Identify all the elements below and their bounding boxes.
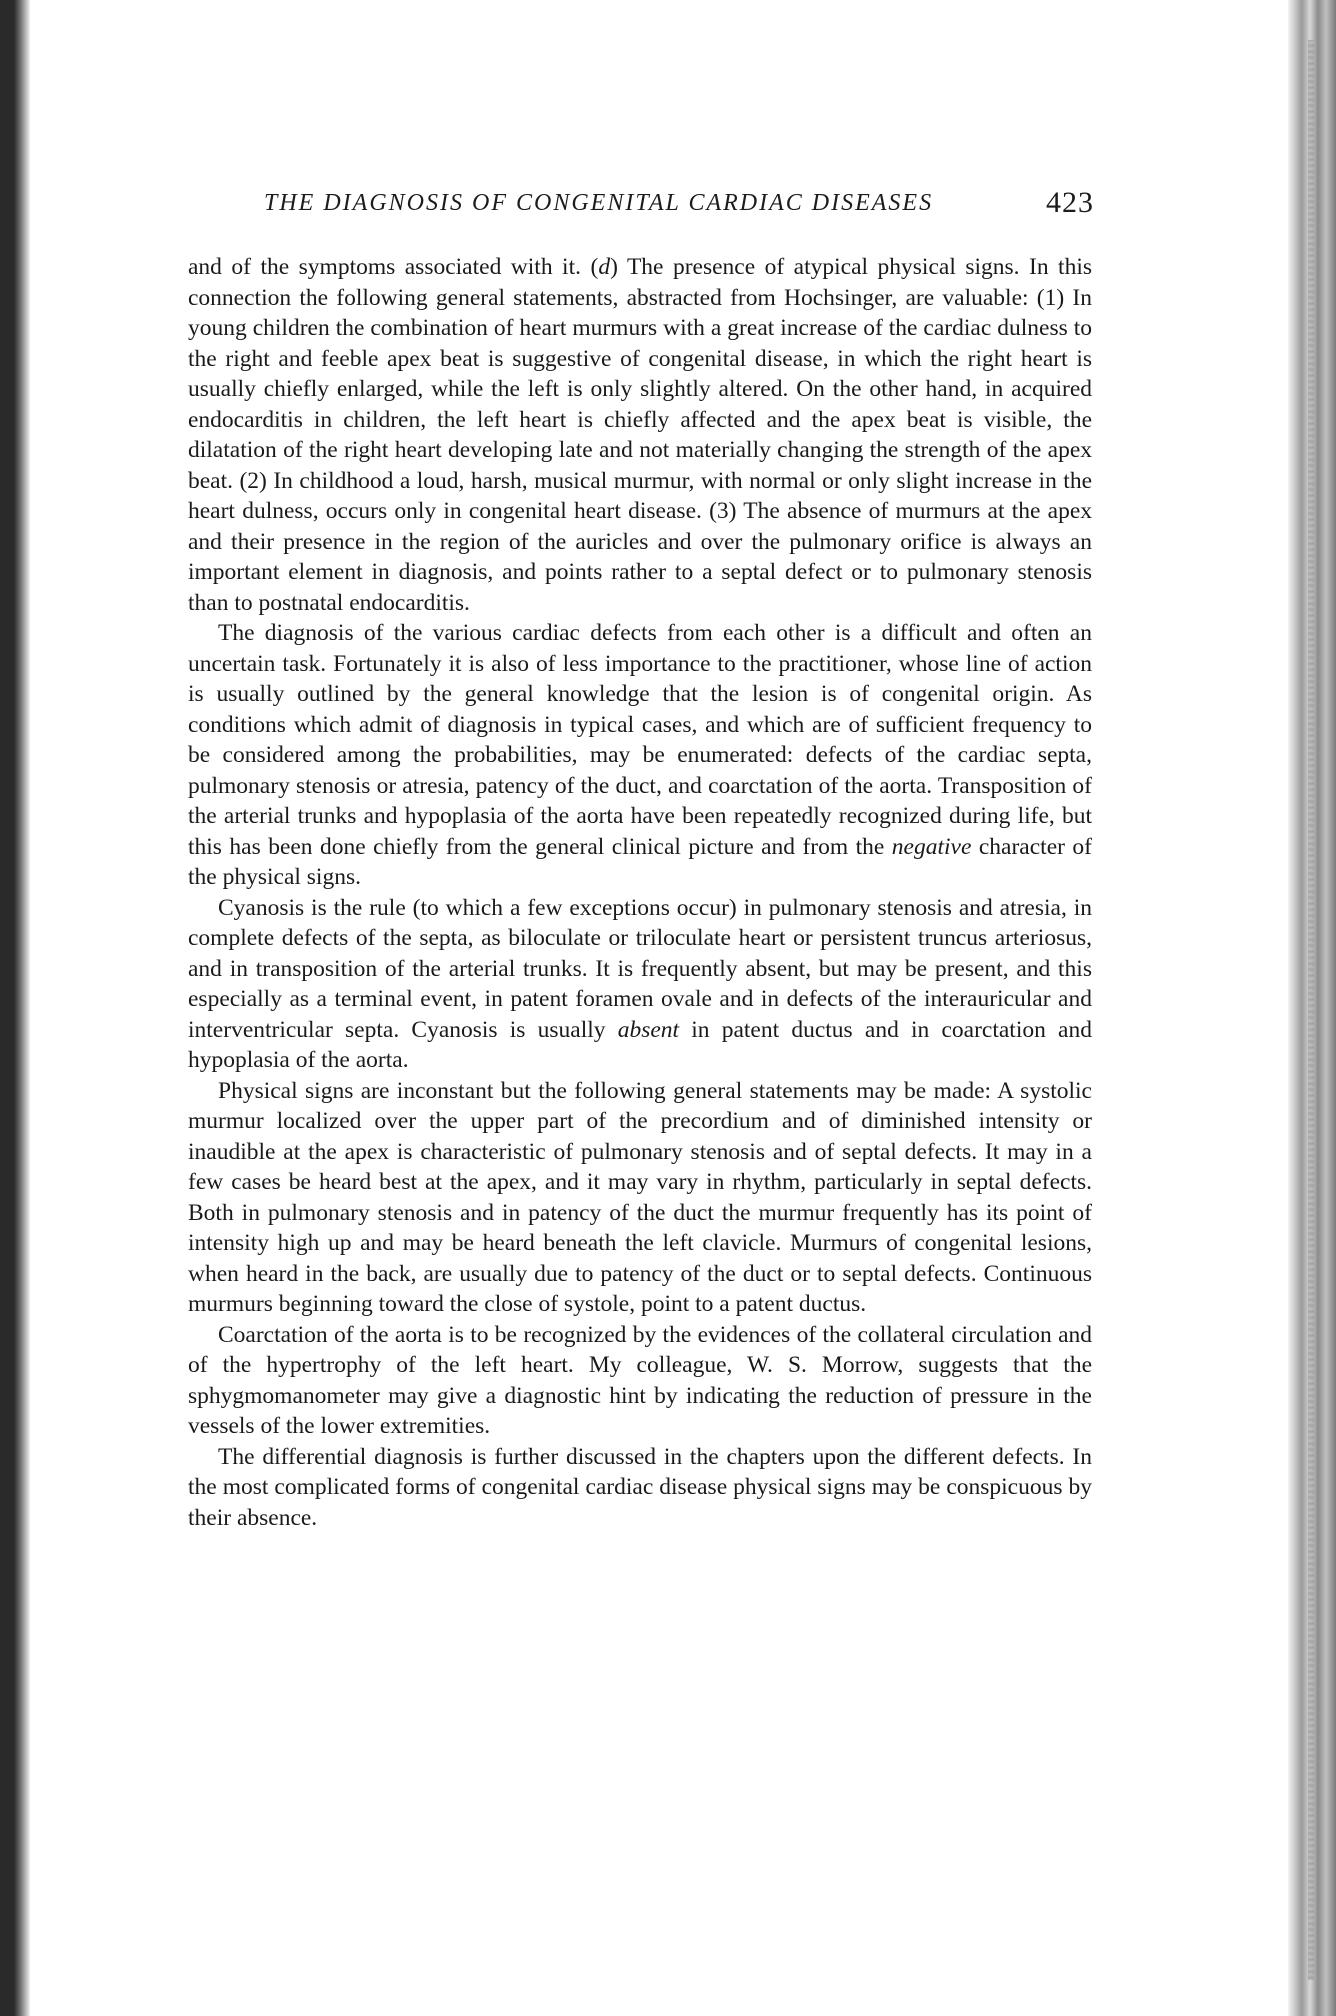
paragraph-2 [188,618,1092,893]
paragraph-3 [188,893,1092,1076]
italic-text: absent [617,1016,680,1043]
paragraph-5 [188,1320,1092,1442]
paragraph-text: in patent ductus and in coarctation and hypoplasia of the aorta. [188,1016,1092,1073]
paragraph-text: Cyanosis is the rule (to which a few exceptions occur) in pulmonary stenosis and atresia, in complete defects of the septa, as biloculate or triloculate heart or persistent truncus arteriosus, and in transposition of the arterial trunks. It is frequently absent, but may be present, and this especially as a terminal event, in patent foramen ovale and in defects of the interauricular and interventricular septa. Cyanosis is usually [188,894,1092,1043]
paragraph-text: Coarctation of the aorta is to be recognized by the evidences of the collateral circulation and of the hypertrophy of the left heart. My colleague, W. S. Morrow, suggests that the sphygmomanometer may give a diagnostic hint by indicating the reduction of pressure in the vessels of the lower extremities. [188,1321,1092,1439]
right-edge-shadow [1308,40,1314,1980]
paragraph-text: and of the symptoms associated with it. ( [188,254,599,280]
paragraph-6 [188,1442,1092,1534]
paragraph-4 [188,1076,1092,1320]
text-body [188,252,1092,1533]
paragraph-text: Physical signs are inconstant but the following general statements may be made: A systolic murmur localized over the upper part of the precordium and of diminished intensity or inaudible at the apex is characteristic of pulmonary stenosis and of septal defects. It may in a few cases be heard best at the apex, and it may vary in rhythm, particularly in septal defects. Both in pulmonary stenosis and in patency of the duct the murmur frequently has its point of intensity high up and may be heard beneath the left clavicle. Murmurs of congenital lesions, when heard in the back, are usually due to patency of the duct or to septal defects. Continuous murmurs beginning toward the close of systole, point to a patent ductus. [188,1077,1092,1317]
paragraph-text: The differential diagnosis is further discussed in the chapters upon the different defects. In the most complicated forms of congenital cardiac disease physical signs may be conspicuous by their absence. [188,1443,1092,1531]
italic-text: negative [891,833,972,860]
page-number: 423 [1046,186,1094,219]
paragraph-text: ) The presence of atypical physical signs. In this connection the following general statements, abstracted from Hochsinger, are valuable: (1) In young children the combination of heart murmurs with a great increase of the cardiac dulness to the right and feeble apex beat is suggestive of congenital disease, in which the right heart is usually chiefly enlarged, while the left is only slightly altered. On the other hand, in acquired endocarditis in children, the left heart is chiefly affected and the apex beat is visible, the dilatation of the right heart developing late and not materially changing the strength of the apex beat. (2) In childhood a loud, harsh, musical murmur, with normal or only slight increase in the heart dulness, occurs only in congenital heart disease. (3) The absence of murmurs at the apex and their presence in the region of the auricles and over the pulmonary orifice is always an important element in diagnosis, and points rather to a septal defect or to pulmonary stenosis than to postnatal endocarditis. [188,254,1093,616]
running-head [188,186,1094,230]
running-title: THE DIAGNOSIS OF CONGENITAL CARDIAC DISEASES [264,190,934,216]
paragraph-text: character of the physical signs. [188,833,1092,890]
paragraph-1 [188,252,1092,618]
italic-text: d [598,254,611,280]
paragraph-text: The diagnosis of the various cardiac defects from each other is a difficult and often an uncertain task. Fortunately it is also of less importance to the practitioner, whose line of action is usually outlined by the general knowledge that the lesion is of congenital origin. As conditions which admit of diagnosis in typical cases, and which are of sufficient frequency to be considered among the probabilities, may be enumerated: defects of the cardiac septa, pulmonary stenosis or atresia, patency of the duct, and coarctation of the aorta. Transposition of the arterial trunks and hypoplasia of the aorta have been repeatedly recognized during life, but this has been done chiefly from the general clinical picture and from the [188,620,1092,860]
left-binding-edge [0,0,30,2016]
